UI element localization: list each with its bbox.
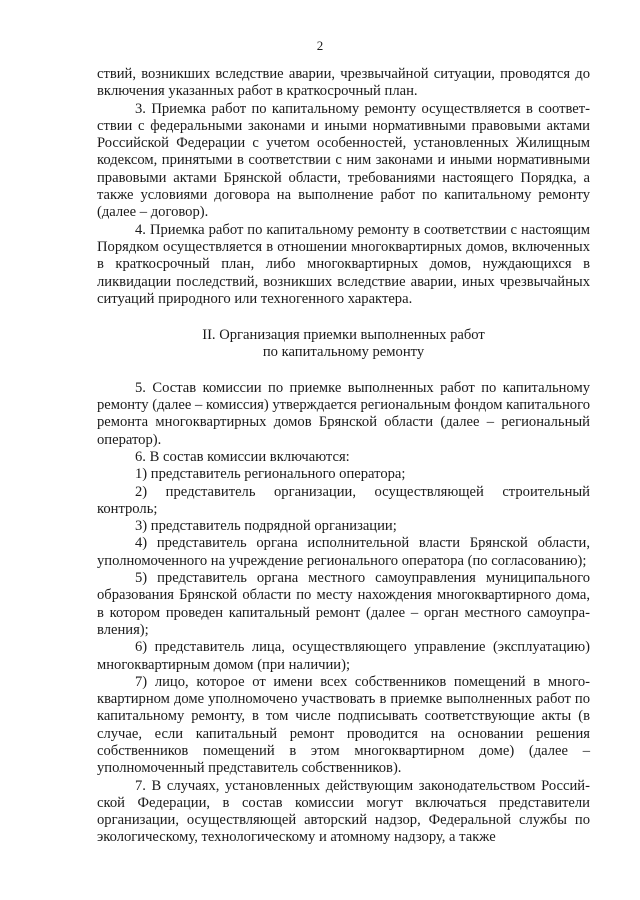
list-item-3: 3) представитель подрядной организации; <box>135 518 397 535</box>
paragraph-continuation: ствий, возникших вследствие аварии, чрезвычайной ситуации, проводятся до включения указанных работ в краткосрочный план. <box>97 66 590 100</box>
section-heading <box>97 327 590 362</box>
list-item-7: 7) лицо, которое от имени всех собственников помещений в многоквартирном доме уполномочено участвовать в приемке выполненных работ по капитальному ремонту, в том числе подписывать соответствующие акты (в случае, если капитальный ремонт проводится на основании решения собственников помещений в этом многоквартирном доме) (далее – уполномоченный представитель собственников). <box>97 673 590 777</box>
list-item-6: 6) представитель лица, осуществляющего управление (эксплуатацию) многоквартирным домом (при наличии); <box>97 639 590 673</box>
paragraph-item-7: 7. В случаях, установленных действующим законодательством Российской Федерации, в состав комиссии могут включаться представители организации, осуществляющей авторский надзор, Федеральной службы по экологическому, технологическому и атомному надзору, а также <box>97 777 590 846</box>
section-heading-line-1: II. Организация приемки выполненных работ <box>202 327 485 344</box>
paragraph-item-6: 6. В состав комиссии включаются: <box>135 448 350 465</box>
list-item-2: 2) представитель организации, осуществляющей строительный контроль; <box>97 483 590 517</box>
list-item-5: 5) представитель органа местного самоуправления муниципального образования Брянской области по месту нахождения многоквартирного дома, в котором проведен капитальный ремонт (далее – орган местного самоуправления); <box>97 570 590 638</box>
document-body <box>97 66 590 847</box>
page-number: 2 <box>316 38 324 53</box>
paragraph-item-3: 3. Приемка работ по капитальному ремонту осуществляется в соответствии с федеральными законами и иными нормативными правовыми актами Российской Федерации с учетом особенностей, установленных Жилищным кодексом, принятыми в соответствии с ним законами и иными нормативными правовыми актами Брянской области, требованиями настоящего Порядка, а также условиями договора на выполнение работ по капитальному ремонту (далее – договор). <box>97 100 590 221</box>
paragraph-item-5: 5. Состав комиссии по приемке выполненных работ по капитальному ремонту (далее – комиссия) утверждается региональным фондом капитального ремонта многоквартирных домов Брянской области (далее – региональный оператор). <box>97 379 590 448</box>
list-item-1: 1) представитель регионального оператора; <box>135 466 406 483</box>
section-heading-line-2: по капитальному ремонту <box>262 344 425 361</box>
list-item-4: 4) представитель органа исполнительной власти Брянской области, уполномоченного на учреждение регионального оператора (по согласованию); <box>97 535 590 569</box>
paragraph-item-4: 4. Приемка работ по капитальному ремонту в соответствии с настоящим Порядком осуществляется в отношении многоквартирных домов, включенных в краткосрочный план, либо многоквартирных домов, нуждающихся в ликвидации последствий, возникших вследствие аварии, иных чрезвычайных ситуаций природного или техногенного характера. <box>97 221 590 307</box>
